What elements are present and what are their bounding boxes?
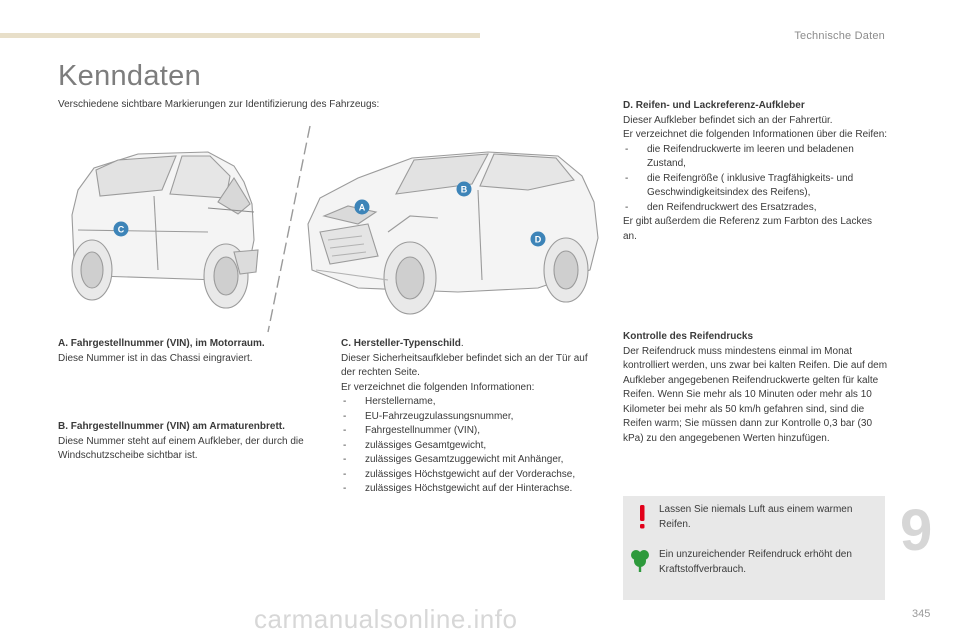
- list-item: - Fahrgestellnummer (VIN),: [341, 424, 596, 439]
- item-a-title: A. Fahrgestellnummer (VIN), im Motorraum.: [58, 338, 265, 349]
- item-b: [58, 420, 308, 464]
- svg-text:B: B: [460, 184, 468, 195]
- svg-text:A: A: [358, 202, 366, 213]
- item-b-body: Diese Nummer steht auf einem Aufkleber, der durch die Windschutzscheibe sichtbar ist.: [58, 435, 304, 461]
- list-item: - zulässiges Höchstgewicht auf der Vorderachse,: [341, 468, 596, 483]
- item-d: [623, 99, 888, 244]
- marker-d: [531, 232, 546, 247]
- item-d-list: [623, 143, 888, 216]
- list-item: - die Reifengröße ( inklusive Tragfähigkeits- und Geschwindigkeitsindex des Reifens),: [623, 172, 888, 201]
- marker-c: [114, 222, 129, 237]
- leaf-icon: [629, 547, 651, 573]
- item-c-lead: Er verzeichnet die folgenden Informationen:: [341, 381, 535, 393]
- list-item: - EU-Fahrzeugzulassungsnummer,: [341, 410, 596, 425]
- illustration-divider: [268, 126, 310, 332]
- page-number: 345: [912, 608, 931, 620]
- item-a-body: Diese Nummer ist in das Chassi eingraviert.: [58, 352, 253, 364]
- page-title: Kenndaten: [58, 60, 201, 92]
- marker-a: [355, 200, 370, 215]
- list-item: - zulässiges Gesamtgewicht,: [341, 439, 596, 454]
- section-title: Technische Daten: [794, 30, 885, 42]
- list-item: - zulässiges Gesamtzuggewicht mit Anhänger,: [341, 453, 596, 468]
- warning-note: [623, 496, 885, 542]
- item-b-title: B. Fahrgestellnummer (VIN) am Armaturenbrett.: [58, 421, 285, 432]
- list-item: - Herstellername,: [341, 395, 596, 410]
- item-d-title: D. Reifen- und Lackreferenz-Aufkleber: [623, 100, 805, 111]
- watermark: carmanualsonline.info: [254, 604, 518, 634]
- eco-note: [623, 541, 885, 600]
- marker-b: [457, 182, 472, 197]
- list-item: - die Reifendruckwerte im leeren und beladenen Zustand,: [623, 143, 888, 172]
- warning-text: Lassen Sie niemals Luft aus einem warmen Reifen.: [659, 504, 853, 530]
- item-d-lead: Er verzeichnet die folgenden Informationen über die Reifen:: [623, 129, 888, 140]
- svg-text:C: C: [117, 224, 125, 235]
- list-item: - den Reifendruckwert des Ersatzrades,: [623, 201, 888, 216]
- item-c-title-suffix: .: [460, 338, 464, 349]
- item-d-body: Dieser Aufkleber befindet sich an der Fahrertür.: [623, 114, 833, 126]
- tire-check-title: Kontrolle des Reifendrucks: [623, 331, 754, 342]
- item-c-title: C. Hersteller-Typenschild: [341, 338, 461, 349]
- svg-text:D: D: [534, 234, 542, 245]
- list-item: - zulässiges Höchstgewicht auf der Hinterachse.: [341, 482, 596, 497]
- tire-check: [623, 330, 891, 446]
- item-c-list: [341, 395, 596, 497]
- item-c-body: Dieser Sicherheitsaufkleber befindet sich an der Tür auf der rechten Seite.: [341, 352, 588, 378]
- tire-check-body: Der Reifendruck muss mindestens einmal im Monat kontrolliert werden, uns zwar bei kalten Reifen. Die auf dem Aufkleber angegebenen Reifendruckwerte gelten für kalte Reifen. Wenn Sie mehr als 10 Minuten oder mehr als 10 Kilometer bei mehr als 50 km/h gefahren sind, sind die Reifen warm; Sie müssen dann zur Kontrolle 0,3 bar (30 kPa) zu den angegebenen Werten hinzufügen.: [623, 345, 888, 444]
- car-rear-view: [72, 152, 258, 308]
- chapter-number: 9: [900, 498, 933, 563]
- header-accent-bar: [0, 33, 480, 38]
- vehicle-illustration: [58, 120, 604, 335]
- car-front-view: [308, 152, 598, 314]
- item-d-closing: Er gibt außerdem die Referenz zum Farbton des Lackes an.: [623, 216, 873, 242]
- item-a: [58, 337, 308, 366]
- item-c: [341, 337, 596, 497]
- exclamation-icon: [635, 504, 649, 530]
- intro-text: Verschiedene sichtbare Markierungen zur Identifizierung des Fahrzeugs:: [58, 99, 380, 110]
- eco-text: Ein unzureichender Reifendruck erhöht den Kraftstoffverbrauch.: [659, 549, 852, 575]
